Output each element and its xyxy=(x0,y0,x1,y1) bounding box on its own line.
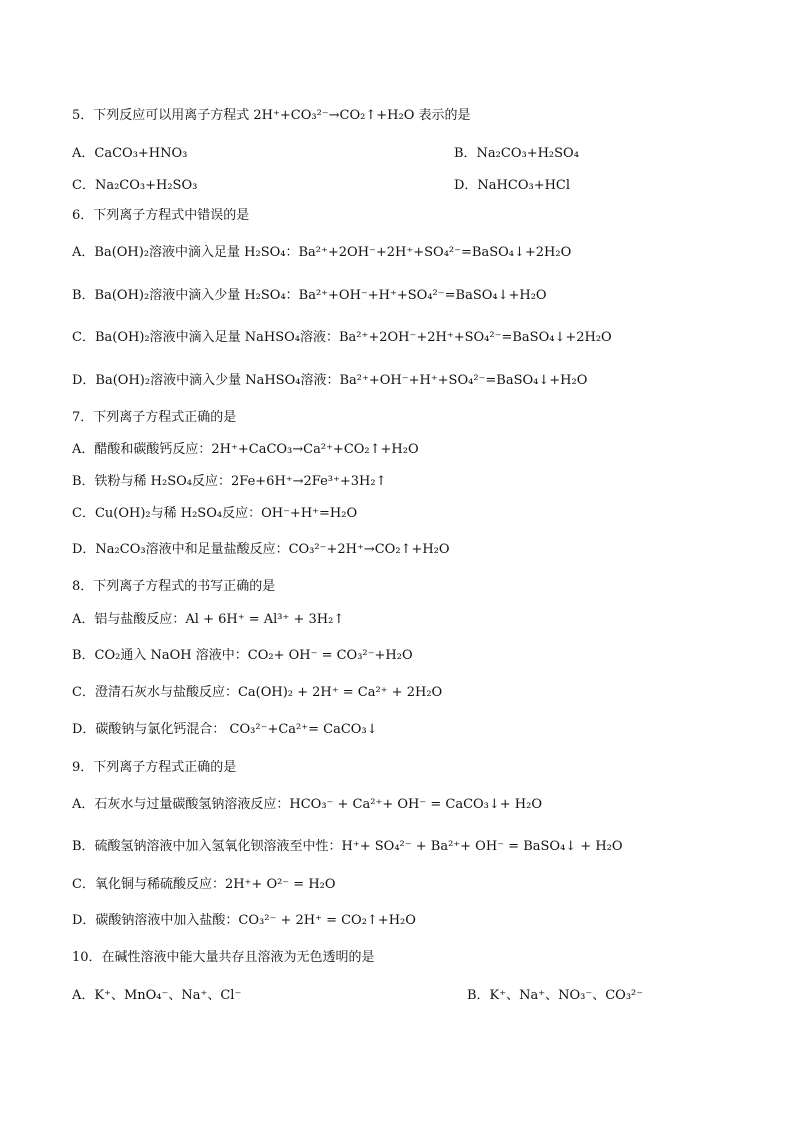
q9-option-d: D．碳酸钠溶液中加入盐酸：CO₃²⁻ + 2H⁺ = CO₂↑+H₂O xyxy=(72,913,416,928)
q9-option-c: C．氧化铜与稀硫酸反应：2H⁺+ O²⁻ = H₂O xyxy=(72,877,336,892)
q9-stem: 9．下列离子方程式正确的是 xyxy=(72,760,237,775)
q8-stem: 8．下列离子方程式的书写正确的是 xyxy=(72,579,276,594)
q6-option-c: C．Ba(OH)₂溶液中滴入足量 NaHSO₄溶液：Ba²⁺+2OH⁻+2H⁺+SO₄²⁻=BaSO₄↓+2H₂O xyxy=(72,330,612,345)
q7-option-d: D．Na₂CO₃溶液中和足量盐酸反应：CO₃²⁻+2H⁺→CO₂↑+H₂O xyxy=(72,542,450,557)
q8-option-d: D．碳酸钠与氯化钙混合： CO₃²⁻+Ca²⁺= CaCO₃↓ xyxy=(72,722,378,737)
q10-option-b: B．K⁺、Na⁺、NO₃⁻、CO₃²⁻ xyxy=(467,988,644,1003)
q5-option-a: A．CaCO₃+HNO₃ xyxy=(72,146,188,161)
q6-option-d: D．Ba(OH)₂溶液中滴入少量 NaHSO₄溶液：Ba²⁺+OH⁻+H⁺+SO₄²⁻=BaSO₄↓+H₂O xyxy=(72,373,588,388)
q7-option-c: C．Cu(OH)₂与稀 H₂SO₄反应：OH⁻+H⁺=H₂O xyxy=(72,506,358,521)
q5-stem: 5．下列反应可以用离子方程式 2H⁺+CO₃²⁻→CO₂↑+H₂O 表示的是 xyxy=(72,108,471,123)
q6-option-b: B．Ba(OH)₂溶液中滴入少量 H₂SO₄：Ba²⁺+OH⁻+H⁺+SO₄²⁻=BaSO₄↓+H₂O xyxy=(72,288,547,303)
q9-option-b: B．硫酸氢钠溶液中加入氢氧化钡溶液至中性：H⁺+ SO₄²⁻ + Ba²⁺+ OH⁻ = BaSO₄↓ + H₂O xyxy=(72,839,623,854)
q8-option-c: C．澄清石灰水与盐酸反应：Ca(OH)₂ + 2H⁺ = Ca²⁺ + 2H₂O xyxy=(72,685,443,700)
q5-option-b: B．Na₂CO₃+H₂SO₄ xyxy=(454,146,579,161)
q5-option-c: C．Na₂CO₃+H₂SO₃ xyxy=(72,178,198,193)
q6-stem: 6．下列离子方程式中错误的是 xyxy=(72,208,250,223)
q5-option-d: D．NaHCO₃+HCl xyxy=(454,178,571,193)
q7-option-b: B．铁粉与稀 H₂SO₄反应：2Fe+6H⁺→2Fe³⁺+3H₂↑ xyxy=(72,474,387,489)
q8-option-b: B．CO₂通入 NaOH 溶液中：CO₂+ OH⁻ = CO₃²⁻+H₂O xyxy=(72,648,413,663)
q9-option-a: A．石灰水与过量碳酸氢钠溶液反应：HCO₃⁻ + Ca²⁺+ OH⁻ = CaCO₃↓+ H₂O xyxy=(72,797,543,812)
q7-option-a: A．醋酸和碳酸钙反应：2H⁺+CaCO₃→Ca²⁺+CO₂↑+H₂O xyxy=(72,442,419,457)
q10-option-a: A．K⁺、MnO₄⁻、Na⁺、Cl⁻ xyxy=(72,988,242,1003)
q6-option-a: A．Ba(OH)₂溶液中滴入足量 H₂SO₄：Ba²⁺+2OH⁻+2H⁺+SO₄²⁻=BaSO₄↓+2H₂O xyxy=(72,245,572,260)
q8-option-a: A．铝与盐酸反应：Al + 6H⁺ = Al³⁺ + 3H₂↑ xyxy=(72,612,345,627)
q7-stem: 7．下列离子方程式正确的是 xyxy=(72,410,237,425)
q10-stem: 10．在碱性溶液中能大量共存且溶液为无色透明的是 xyxy=(72,950,375,965)
